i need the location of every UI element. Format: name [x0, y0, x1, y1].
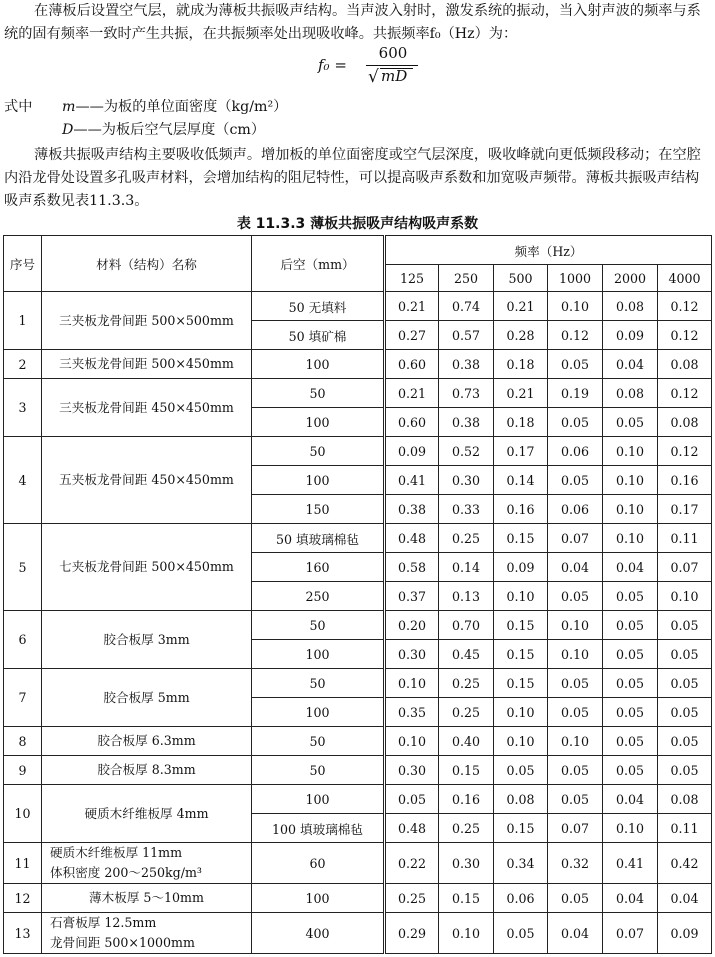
cavity-depth: 100 — [252, 785, 385, 814]
absorption-coefficient: 0.07 — [548, 524, 603, 553]
absorption-coefficient: 0.35 — [385, 698, 439, 727]
row-number: 1 — [4, 292, 42, 350]
definition-label: 式中 — [4, 99, 33, 115]
cavity-depth: 50 填矿棉 — [252, 321, 385, 350]
absorption-coefficient: 0.11 — [658, 524, 712, 553]
absorption-coefficient: 0.05 — [603, 698, 658, 727]
absorption-coefficient: 0.05 — [494, 756, 548, 785]
absorption-coefficient: 0.10 — [658, 582, 712, 611]
cavity-depth: 50 — [252, 756, 385, 785]
absorption-coefficient: 0.05 — [658, 640, 712, 669]
absorption-coefficient: 0.42 — [658, 843, 712, 884]
absorption-coefficient: 0.09 — [385, 437, 439, 466]
absorption-coefficient: 0.15 — [494, 611, 548, 640]
absorption-coefficient: 0.30 — [385, 640, 439, 669]
absorption-coefficient: 0.10 — [603, 466, 658, 495]
absorption-coefficient: 0.12 — [548, 321, 603, 350]
absorption-coefficient: 0.05 — [603, 408, 658, 437]
absorption-coefficient: 0.25 — [439, 698, 494, 727]
absorption-coefficient: 0.18 — [494, 408, 548, 437]
absorption-coefficient: 0.60 — [385, 408, 439, 437]
absorption-coefficient: 0.06 — [494, 884, 548, 913]
absorption-coefficient: 0.08 — [658, 785, 712, 814]
absorption-coefficient: 0.10 — [548, 611, 603, 640]
table-row — [4, 611, 712, 640]
material-name: 七夹板龙骨间距 500×450mm — [42, 524, 252, 611]
absorption-coefficient: 0.05 — [548, 408, 603, 437]
cavity-depth: 100 — [252, 408, 385, 437]
absorption-coefficient: 0.05 — [548, 785, 603, 814]
absorption-coefficient: 0.05 — [548, 698, 603, 727]
absorption-coefficient: 0.10 — [385, 727, 439, 756]
absorption-coefficient: 0.21 — [494, 292, 548, 321]
definition-d — [4, 119, 265, 141]
absorption-coefficient: 0.60 — [385, 350, 439, 379]
absorption-coefficient: 0.05 — [658, 669, 712, 698]
cavity-depth: 100 — [252, 350, 385, 379]
absorption-coefficient: 0.06 — [548, 495, 603, 524]
absorption-coefficient: 0.10 — [548, 292, 603, 321]
absorption-coefficient: 0.74 — [439, 292, 494, 321]
absorption-coefficient: 0.11 — [658, 814, 712, 843]
absorption-coefficient: 0.32 — [548, 843, 603, 884]
absorption-coefficient: 0.05 — [658, 756, 712, 785]
absorption-coefficient: 0.05 — [603, 727, 658, 756]
radical-sign: √ — [368, 67, 379, 87]
absorption-coefficient: 0.28 — [494, 321, 548, 350]
material-name: 三夹板龙骨间距 500×450mm — [42, 350, 252, 379]
absorption-coefficient: 0.15 — [439, 756, 494, 785]
row-number: 3 — [4, 379, 42, 437]
material-name: 三夹板龙骨间距 500×500mm — [42, 292, 252, 350]
absorption-coefficient: 0.05 — [548, 466, 603, 495]
row-number: 13 — [4, 913, 42, 954]
material-name: 薄木板厚 5～10mm — [42, 884, 252, 913]
absorption-coefficient: 0.15 — [494, 669, 548, 698]
absorption-coefficient: 0.09 — [658, 913, 712, 954]
definition-m — [4, 96, 287, 118]
absorption-coefficient: 0.10 — [439, 913, 494, 954]
absorption-coefficient: 0.10 — [603, 495, 658, 524]
intro-paragraph: 在薄板后设置空气层，就成为薄板共振吸声结构。当声波入射时，激发系统的振动，当入射声波的频率与系统的固有频率一致时产生共振，在共振频率处出现吸收峰。共振频率f₀（Hz）为： — [4, 3, 701, 42]
table-row — [4, 913, 712, 954]
absorption-coefficient: 0.09 — [494, 553, 548, 582]
row-number: 4 — [4, 437, 42, 524]
absorption-coefficient: 0.05 — [548, 884, 603, 913]
material-name: 胶合板厚 6.3mm — [42, 727, 252, 756]
absorption-coefficient: 0.07 — [603, 913, 658, 954]
row-number: 8 — [4, 727, 42, 756]
material-name: 五夹板龙骨间距 450×450mm — [42, 437, 252, 524]
cavity-depth: 50 — [252, 379, 385, 408]
absorption-coefficient: 0.17 — [494, 437, 548, 466]
absorption-coefficient: 0.08 — [603, 379, 658, 408]
table-row — [4, 843, 712, 884]
absorption-coefficient: 0.19 — [548, 379, 603, 408]
absorption-coefficient: 0.12 — [658, 379, 712, 408]
absorption-coefficient: 0.48 — [385, 524, 439, 553]
absorption-coefficient: 0.16 — [439, 785, 494, 814]
table-row — [4, 350, 712, 379]
absorption-coefficient: 0.05 — [603, 756, 658, 785]
absorption-coefficient: 0.05 — [658, 611, 712, 640]
definition-text: ——为板的单位面密度（kg/m²） — [75, 99, 288, 115]
absorption-coefficient: 0.30 — [439, 466, 494, 495]
absorption-coefficient: 0.25 — [385, 884, 439, 913]
absorption-coefficient: 0.16 — [494, 495, 548, 524]
absorption-coefficient: 0.08 — [603, 292, 658, 321]
absorption-coefficient: 0.30 — [385, 756, 439, 785]
absorption-coefficient: 0.05 — [494, 913, 548, 954]
absorption-coefficient: 0.15 — [439, 884, 494, 913]
absorption-coefficient: 0.41 — [603, 843, 658, 884]
absorption-coefficient: 0.15 — [494, 524, 548, 553]
definition-text: ——为板后空气层厚度（cm） — [73, 122, 266, 138]
absorption-coefficient: 0.33 — [439, 495, 494, 524]
absorption-coefficient: 0.29 — [385, 913, 439, 954]
row-number: 6 — [4, 611, 42, 669]
material-name: 硬质木纤维板厚 11mm 体积密度 200～250kg/m³ — [42, 843, 252, 884]
cavity-depth: 50 — [252, 727, 385, 756]
absorption-coefficient: 0.08 — [658, 350, 712, 379]
cavity-depth: 160 — [252, 553, 385, 582]
absorption-coefficient: 0.05 — [603, 582, 658, 611]
absorption-coefficient: 0.10 — [494, 582, 548, 611]
absorption-coefficient: 0.17 — [658, 495, 712, 524]
absorption-coefficient: 0.18 — [494, 350, 548, 379]
absorption-coefficient: 0.08 — [494, 785, 548, 814]
absorption-coefficient: 0.12 — [658, 321, 712, 350]
absorption-coefficient: 0.22 — [385, 843, 439, 884]
cavity-depth: 100 — [252, 884, 385, 913]
absorption-coefficient: 0.15 — [494, 814, 548, 843]
absorption-coefficient: 0.10 — [603, 437, 658, 466]
absorption-coefficient: 0.05 — [603, 611, 658, 640]
absorption-coefficient: 0.57 — [439, 321, 494, 350]
absorption-coefficient: 0.04 — [603, 553, 658, 582]
absorption-coefficient: 0.38 — [439, 408, 494, 437]
absorption-coefficient: 0.12 — [658, 437, 712, 466]
absorption-coefficient: 0.05 — [603, 669, 658, 698]
header-material: 材料（结构）名称 — [42, 236, 252, 292]
row-number: 9 — [4, 756, 42, 785]
absorption-coefficient: 0.04 — [603, 785, 658, 814]
absorption-coefficient: 0.38 — [439, 350, 494, 379]
absorption-coefficient: 0.34 — [494, 843, 548, 884]
cavity-depth: 100 — [252, 466, 385, 495]
absorption-coefficient: 0.25 — [439, 669, 494, 698]
cavity-depth: 50 — [252, 611, 385, 640]
absorption-coefficient: 0.14 — [494, 466, 548, 495]
absorption-coefficient: 0.07 — [548, 814, 603, 843]
resonance-formula — [318, 44, 438, 90]
cavity-depth: 150 — [252, 495, 385, 524]
absorption-coefficient: 0.21 — [385, 292, 439, 321]
absorption-coefficient: 0.10 — [603, 524, 658, 553]
absorption-coefficient: 0.05 — [548, 756, 603, 785]
absorption-coefficient: 0.30 — [439, 843, 494, 884]
absorption-coefficient: 0.10 — [494, 727, 548, 756]
absorption-coefficient: 0.04 — [603, 350, 658, 379]
absorption-coefficient: 0.14 — [439, 553, 494, 582]
header-freq-2000: 2000 — [603, 265, 658, 292]
absorption-coefficient: 0.21 — [494, 379, 548, 408]
absorption-coefficient: 0.40 — [439, 727, 494, 756]
material-name: 硬质木纤维板厚 4mm — [42, 785, 252, 843]
absorption-coefficient: 0.70 — [439, 611, 494, 640]
table-row — [4, 524, 712, 553]
material-name: 胶合板厚 3mm — [42, 611, 252, 669]
absorption-coefficient: 0.21 — [385, 379, 439, 408]
header-freq-4000: 4000 — [658, 265, 712, 292]
absorption-coefficient: 0.12 — [658, 292, 712, 321]
row-number: 5 — [4, 524, 42, 611]
absorption-coefficient: 0.04 — [603, 884, 658, 913]
table-row — [4, 437, 712, 466]
header-no: 序号 — [4, 236, 42, 292]
header-freq-125: 125 — [385, 265, 439, 292]
absorption-coefficient: 0.13 — [439, 582, 494, 611]
absorption-coefficient: 0.10 — [548, 640, 603, 669]
absorption-coefficient: 0.05 — [658, 698, 712, 727]
header-freq-500: 500 — [494, 265, 548, 292]
cavity-depth: 50 — [252, 437, 385, 466]
definition-var: m — [62, 99, 76, 115]
absorption-coefficient: 0.10 — [603, 814, 658, 843]
absorption-coefficient: 0.48 — [385, 814, 439, 843]
header-cavity: 后空（mm） — [252, 236, 385, 292]
table-row — [4, 669, 712, 698]
absorption-coefficient: 0.05 — [603, 640, 658, 669]
table-caption: 表 11.3.3 薄板共振吸声结构吸声系数 — [236, 216, 479, 232]
absorption-coefficient: 0.05 — [548, 669, 603, 698]
material-name: 胶合板厚 5mm — [42, 669, 252, 727]
absorption-coefficient: 0.52 — [439, 437, 494, 466]
formula-radicand: mD — [381, 67, 408, 85]
cavity-depth: 100 — [252, 640, 385, 669]
material-name: 胶合板厚 8.3mm — [42, 756, 252, 785]
absorption-coefficient: 0.25 — [439, 814, 494, 843]
absorption-coefficient: 0.07 — [658, 553, 712, 582]
fraction-bar — [366, 65, 418, 66]
absorption-coefficient: 0.25 — [439, 524, 494, 553]
table-row — [4, 785, 712, 814]
absorption-coefficient: 0.10 — [494, 698, 548, 727]
row-number: 10 — [4, 785, 42, 843]
header-frequency: 频率（Hz） — [385, 236, 712, 265]
absorption-coefficient: 0.05 — [658, 727, 712, 756]
cavity-depth: 250 — [252, 582, 385, 611]
material-name: 三夹板龙骨间距 450×450mm — [42, 379, 252, 437]
absorption-coefficient: 0.08 — [658, 408, 712, 437]
absorption-coefficient: 0.04 — [548, 913, 603, 954]
absorption-coefficient: 0.10 — [548, 727, 603, 756]
cavity-depth: 100 — [252, 698, 385, 727]
absorption-table — [3, 235, 712, 954]
table-row — [4, 379, 712, 408]
absorption-coefficient: 0.27 — [385, 321, 439, 350]
absorption-coefficient: 0.58 — [385, 553, 439, 582]
table-row — [4, 292, 712, 321]
table-row — [4, 727, 712, 756]
body-paragraph: 薄板共振吸声结构主要吸收低频声。增加板的单位面密度或空气层深度，吸收峰就向更低频段移动；在空腔内沿龙骨处设置多孔吸声材料，会增加结构的阻尼特性，可以提高吸声系数和加宽吸声频带。薄板共振吸声结构吸声系数见表11.3.3。 — [4, 147, 701, 209]
table-row — [4, 884, 712, 913]
absorption-coefficient: 0.04 — [548, 553, 603, 582]
absorption-coefficient: 0.38 — [385, 495, 439, 524]
absorption-coefficient: 0.45 — [439, 640, 494, 669]
row-number: 12 — [4, 884, 42, 913]
absorption-coefficient: 0.10 — [385, 669, 439, 698]
absorption-coefficient: 0.09 — [603, 321, 658, 350]
definition-var: D — [62, 122, 74, 138]
cavity-depth: 60 — [252, 843, 385, 884]
cavity-depth: 400 — [252, 913, 385, 954]
table-body — [4, 292, 712, 954]
absorption-coefficient: 0.06 — [548, 437, 603, 466]
cavity-depth: 50 无填料 — [252, 292, 385, 321]
material-name: 石膏板厚 12.5mm 龙骨间距 500×1000mm — [42, 913, 252, 954]
row-number: 7 — [4, 669, 42, 727]
row-number: 2 — [4, 350, 42, 379]
header-freq-250: 250 — [439, 265, 494, 292]
absorption-coefficient: 0.05 — [548, 582, 603, 611]
formula-numerator: 600 — [378, 44, 408, 62]
absorption-coefficient: 0.05 — [548, 350, 603, 379]
absorption-coefficient: 0.20 — [385, 611, 439, 640]
cavity-depth: 100 填玻璃棉毡 — [252, 814, 385, 843]
cavity-depth: 50 — [252, 669, 385, 698]
absorption-coefficient: 0.16 — [658, 466, 712, 495]
absorption-coefficient: 0.41 — [385, 466, 439, 495]
absorption-coefficient: 0.04 — [658, 884, 712, 913]
cavity-depth: 50 填玻璃棉毡 — [252, 524, 385, 553]
formula-lhs: f₀ = — [318, 56, 347, 74]
absorption-coefficient: 0.73 — [439, 379, 494, 408]
table-row — [4, 756, 712, 785]
absorption-coefficient: 0.37 — [385, 582, 439, 611]
absorption-coefficient: 0.05 — [385, 785, 439, 814]
header-freq-1000: 1000 — [548, 265, 603, 292]
absorption-coefficient: 0.15 — [494, 640, 548, 669]
row-number: 11 — [4, 843, 42, 884]
